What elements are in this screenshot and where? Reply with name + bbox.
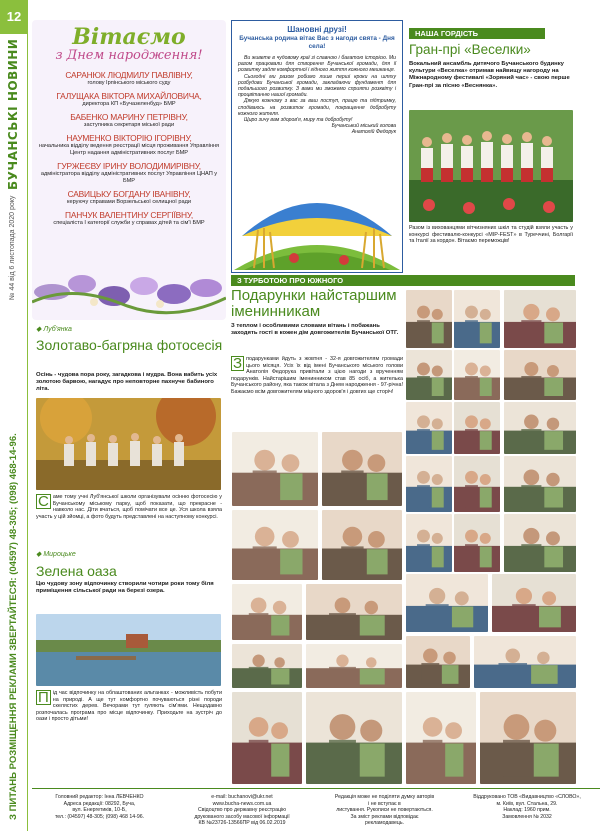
birthday-block <box>32 20 226 320</box>
footer-line: www.bucha-news.com.ua <box>212 800 272 807</box>
pride-title: Гран-прі «Веселки» <box>409 42 531 57</box>
birthday-role: адміністратора відділу адміністративних послуг Управління ЦНАП у БМР <box>40 171 218 185</box>
myrotske-drop-cap: П <box>38 689 49 706</box>
footer-line: Наклад: 1960 прим. <box>503 807 551 813</box>
birthday-role: спеціаліста І категорії служби у справах дітей та сім'ї БМР <box>53 220 205 227</box>
birthday-name: БАБЕНКО МАРИНУ ПЕТРІВНУ, <box>70 112 188 123</box>
footer-line: Свідоцтво про державну реєстрацію <box>198 807 286 813</box>
footer-line: рекламодавець. <box>365 820 404 826</box>
footer-line: листування. Рукописи не повертаються. <box>336 807 433 813</box>
wheat-field-illustration <box>234 180 400 270</box>
footer-line: Головний редактор: Інна ЛЕВЧЕНКО <box>55 794 144 800</box>
footer-line: e-mail: buchanovi@ukr.net <box>211 794 273 800</box>
care-photo <box>474 636 576 688</box>
signature-name: Анатолій Федорук <box>351 129 396 136</box>
greeting-paragraph: Щиро зичу вам здоров'я, миру та добробуту! <box>244 117 353 124</box>
birthday-title: Вітаємо <box>72 24 186 50</box>
care-photo <box>492 574 576 632</box>
place-myrotske: ◆ Мироцьке <box>36 551 76 558</box>
lubianka-body-text: аме тому учні Луб'янської школи організували осінню фотосесію у Бучанському міському парку, щоб показати, що прекрасне - навколо нас. Діти вчаться, щоб помічати все це. Уся школа взяла участь у цій зйомці, а фото будуть представлені на наступному конкурсі. <box>36 494 222 520</box>
myrotske-lead: Цю чудову зону відпочинку створили чотири роки тому біля приміщення сільської ради на березі озера. <box>36 581 214 595</box>
myrotske-body-text: ід час відпочинку на облаштованих альтанках - можливість побути на природі. А ще тут комфортно почуваються різні породи скелястих дерев. Вечорами тут гуляють сім'ями. Нещодавно розпочалась програма про місце відпочинку. Приходьте на зустріч до оази і просто дітьми! <box>36 690 222 723</box>
lubianka-lead: Осінь - чудова пора року, загадкова і мудра. Вона вабить усіх золотою барвою, нагадує про неповторне пахнуче бабиного літа. <box>36 372 218 393</box>
care-photo <box>504 402 576 454</box>
care-photo <box>322 432 402 506</box>
myrotske-photo <box>36 614 221 686</box>
footer-line: і не вступає в <box>368 800 401 807</box>
care-photo <box>454 290 500 348</box>
care-photo <box>454 350 500 400</box>
care-photo <box>504 290 576 348</box>
lubianka-drop-cap: С <box>38 493 49 510</box>
care-photo <box>504 456 576 512</box>
care-lead: З теплом і особливими словами вітань і побажань заходять гості в кожен дім довгожителів Бучанської ОТГ. <box>231 323 399 337</box>
footer-registration-col <box>172 794 312 827</box>
birthday-role: заступника секретаря міської ради <box>83 122 175 129</box>
care-body <box>231 356 403 396</box>
care-photo <box>406 574 488 632</box>
myrotske-body <box>36 690 222 723</box>
footer-line: Віддруковано ТОВ «Видавництво «СЛОВО», <box>473 794 581 800</box>
care-photo <box>406 636 470 688</box>
care-photo <box>406 290 452 348</box>
footer-editor-col <box>32 794 167 820</box>
masthead-brand: БУЧАНСЬКІ НОВИНИ <box>6 38 20 190</box>
care-photo <box>322 510 402 580</box>
birthday-name: САРАНЮК ЛЮДМИЛУ ПАВЛІВНУ, <box>65 70 193 81</box>
care-photo <box>454 402 500 454</box>
side-strip <box>0 0 28 831</box>
care-photo <box>306 692 402 784</box>
greeting-paragraph: Сьогодні ми разом робимо лише перші кроки на шляху розбудови Бучанської громади, закладаючи фундамент для подальшого розвитку. З вами ми зможемо сприяти розквіту і процвітанню нашої громади. <box>238 73 396 99</box>
care-photo <box>306 644 402 688</box>
pride-text: Разом із вихованцями вітчизняних шкіл та студій взяли участь у конкурсі фестивалю-конкурсі «МІР-FEST» в Туреччині, Болгарії та Італії за кордон. Вітаємо переможців! <box>409 225 573 245</box>
footer-line: Редакція може не поділяти думку авторів <box>334 794 435 800</box>
care-photo <box>406 402 452 454</box>
imprint-footer <box>32 788 600 831</box>
footer-line: вул. Енергетиків, 10-Б, <box>72 807 127 813</box>
care-body-2: Найстарішим іменинником став 85 осіб, а жителька Бучанського району, яка також вітала з Днем народження - 97-річна! <box>231 375 403 389</box>
pride-photo <box>409 110 573 222</box>
care-title: Подарунки найстаршим іменинникам <box>231 287 397 320</box>
footer-printing-col <box>457 794 597 820</box>
section-tag-pride: НАША ГОРДІСТЬ <box>409 28 545 39</box>
care-photo <box>454 456 500 512</box>
birthday-name: НАУМЕНКО ВІКТОРІЮ ІГОРІВНУ, <box>66 133 192 144</box>
footer-line: КВ №23726-13566ПР від 06.02.2019 <box>198 820 286 826</box>
care-photo <box>306 584 402 640</box>
care-photo <box>232 510 318 580</box>
section-tag-care: З ТУРБОТОЮ ПРО ЮЖНОГО <box>231 275 575 286</box>
care-photo <box>454 514 500 572</box>
footer-line: Адреса редакції: 08292, Буча, <box>63 800 136 807</box>
care-photo <box>232 644 302 688</box>
footer-line: За зміст реклами відповідає <box>350 813 419 820</box>
care-photo <box>406 514 452 572</box>
greeting-subtitle: Бучанська родина вітає Вас з нагоди свята - Дня села! <box>239 35 395 50</box>
birthday-role: начальника відділу ведення реєстрації місця проживання Управління Центр надання адміністративних послуг БМР <box>38 143 220 157</box>
birthday-subtitle: з Днем народження! <box>55 48 203 63</box>
care-photo <box>232 432 318 506</box>
footer-line: Замовлення № 2032 <box>502 813 552 820</box>
myrotske-title: Зелена оаза <box>36 563 117 579</box>
birthday-role: керуючу справами Ворзельської селищної ради <box>67 199 191 206</box>
lubianka-photo <box>36 398 221 490</box>
footer-line: м. Київ, вул. Стальна, 29. <box>496 800 558 807</box>
flower-garland-illustration <box>32 254 226 320</box>
care-photo <box>504 514 576 572</box>
birthday-name: САВИЦЬКУ БОГДАНУ ІВАНІВНУ, <box>67 189 191 200</box>
birthday-list <box>32 70 226 227</box>
care-photo <box>232 692 302 784</box>
page-number: 12 <box>0 0 28 34</box>
lubianka-title: Золотаво-багряна фотосесія <box>36 337 223 353</box>
footer-line: друкованого засобу масової інформації <box>194 813 290 820</box>
birthday-name: ПАНЧУК ВАЛЕНТИНУ СЕРГІЇВНУ, <box>65 210 193 221</box>
greeting-title: Шановні друзі! <box>287 25 347 34</box>
care-drop-cap: З <box>233 355 243 372</box>
care-photo <box>504 350 576 400</box>
care-photo <box>406 350 452 400</box>
greeting-paragraph: Дякую кожному з вас за ваш поступ, працю та підтримку, сподіваюсь на розвиток громади, покращення добробуту кожного жителя. <box>238 98 396 117</box>
care-photo <box>406 692 476 784</box>
birthday-name: ГАЛУЩАКА ВІКТОРА МИХАЙЛОВИЧА, <box>56 91 202 102</box>
care-photo <box>406 456 452 512</box>
pride-lead: Вокальний ансамбль дитячого Бучанського будинку культури «Веселка» отримав найвищу нагороду на Міжнародному фестивалі «Зоряний час» - свою перше Гран-прі за пісню «Веснянка». <box>409 61 570 89</box>
care-body-3: Бажаємо всім довгожителям міцного здоров'я і довгих ще сторіч! <box>231 388 394 395</box>
ads-contact: З ПИТАНЬ РОЗМІЩЕННЯ РЕКЛАМИ ЗВЕРТАЙТЕСЯ: (04597) 48-305; (098) 468-14-96. <box>8 433 19 820</box>
greeting-paragraph: Ви живете в чудовому краї зі славною і багатою історією. Ми разом працювали для створення Бучанської громади, для її розвитку задля комфортної і гідного життя кожного мешканця. <box>238 55 396 74</box>
birthday-role: голову Ірпінського міського суду <box>87 80 171 87</box>
footer-disclaimer-col <box>317 794 452 827</box>
place-lubianka: ◆ Луб'янка <box>36 326 72 333</box>
birthday-name: ГУРЖЕЄВУ ІРИНУ ВОЛОДИМИРІВНУ, <box>57 161 201 172</box>
care-photo <box>232 584 302 640</box>
lubianka-body <box>36 494 222 520</box>
signature-role: Бучанський міський голова <box>331 123 396 130</box>
care-body-1: подарунками йдуть з жовтня - 32-я довгожителям громади цього місяця. Усіх їх від імені Бучанського міського голови Анатолія Федорука привітали з цією нагоди з врученням подарунків. <box>231 356 403 382</box>
care-photo <box>480 692 576 784</box>
birthday-role: директора КП «Бучазеленбуд» БМР <box>82 101 176 108</box>
masthead-issue: № 44 від 6 листопада 2020 року <box>9 195 16 300</box>
footer-line: тел.: (04597) 48-305; (098) 468 14-96. <box>54 813 145 820</box>
